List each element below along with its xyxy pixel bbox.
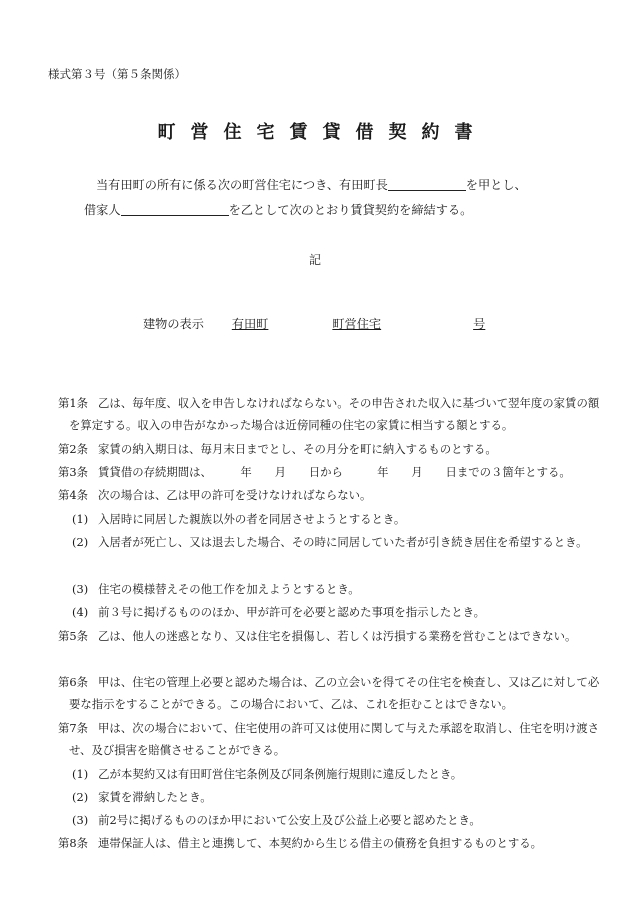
building-location [232,317,486,331]
item-label: (3) [72,813,89,827]
mayor-name-blank[interactable] [388,176,466,191]
article-text: 次の場合は、乙は甲の許可を受けなければならない。 [98,488,372,502]
article-4-item-3 [72,578,602,600]
item-label: (2) [72,535,89,549]
article-4-item-4 [72,601,602,623]
article-label: 第1条 [58,396,89,410]
item-label: (3) [72,582,89,596]
item-label: (4) [72,605,89,619]
intro-text: 借家人 [84,203,121,217]
article-4-item-2 [72,531,602,553]
item-label: (1) [72,767,89,781]
item-text: 前３号に掲げるもののほか、甲が許可を必要と認めた事項を指示したとき。 [98,605,485,619]
item-text: 前2号に掲げるもののほか甲において公安上及び公益上必要と認めたとき。 [98,813,481,827]
item-text: 乙が本契約又は有田町営住宅条例及び同条例施行規則に違反したとき。 [98,767,463,781]
building-label: 建物の表示 [143,317,204,331]
tenant-name-blank[interactable] [121,201,229,216]
article-label: 第6条 [58,675,89,689]
article-label: 第7条 [58,721,89,735]
article-6 [58,671,602,715]
article-7 [58,717,602,761]
intro-text: 当有田町の所有に係る次の町営住宅につき、有田町長 [96,178,388,192]
intro-line-1 [96,176,527,193]
article-4-item-1 [72,508,602,530]
article-label: 第4条 [58,488,89,502]
article-text: 甲は、次の場合において、住宅使用の許可又は使用に関して与えた承認を取消し、住宅を明け渡させ、及び損害を賠償させることができる。 [69,721,599,757]
article-5 [58,625,602,647]
ki-heading: 記 [308,253,321,267]
intro-text: を甲とし、 [465,178,527,192]
item-text: 入居者が死亡し、又は退去した場合、その時に同居していた者が引き続き居住を希望するとき。 [98,535,588,549]
article-7-item-3 [72,809,602,831]
article-label: 第5条 [58,629,89,643]
item-text: 住宅の模様替えその他工作を加えようとするとき。 [98,582,360,596]
intro-text: を乙として次のとおり賃貸契約を締結する。 [228,203,473,217]
item-text: 入居時に同居した親族以外の者を同居させようとするとき。 [98,512,406,526]
article-text: 連帯保証人は、借主と連携して、本契約から生じる借主の債務を負担するものとする。 [98,836,543,850]
article-text: 甲は、住宅の管理上必要と認めた場合は、乙の立会いを得てその住宅を検査し、又は乙に対して必要な指示をすることができる。この場合において、乙は、これを拒むことはできない。 [69,675,600,711]
building-number: 号 [473,317,486,331]
article-1 [58,392,602,436]
article-label: 第3条 [58,465,89,479]
article-8 [58,832,602,854]
item-label: (2) [72,790,89,804]
intro-line-2 [84,201,472,218]
building-housing: 町営住宅 [332,317,382,331]
article-4 [58,484,602,506]
building-display [143,315,485,332]
form-number: 様式第３号（第５条関係） [48,67,186,81]
item-text: 家賃を滞納したとき。 [98,790,212,804]
article-label: 第8条 [58,836,89,850]
item-label: (1) [72,512,89,526]
article-7-item-2 [72,786,602,808]
article-text: 乙は、毎年度、収入を申告しなければならない。その申告された収入に基づいて翌年度の家賃の額を算定する。収入の申告がなかった場合は近傍同種の住宅の家賃に相当する額とする。 [69,396,600,432]
article-label: 第2条 [58,442,89,456]
article-text: 乙は、他人の迷惑となり、又は住宅を損傷し、若しくは汚損する業務を営むことはできない。 [98,629,577,643]
article-text: 家賃の納入期日は、毎月末日までとし、その月分を町に納入するものとする。 [98,442,497,456]
article-2 [58,438,602,460]
article-3 [58,461,602,483]
article-text: 賃貸借の存続期間は、 年 月 日から 年 月 日までの３箇年とする。 [98,465,571,479]
document-title: 町営住宅賃貸借契約書 [157,122,488,143]
building-town: 有田町 [231,317,269,331]
article-7-item-1 [72,763,602,785]
